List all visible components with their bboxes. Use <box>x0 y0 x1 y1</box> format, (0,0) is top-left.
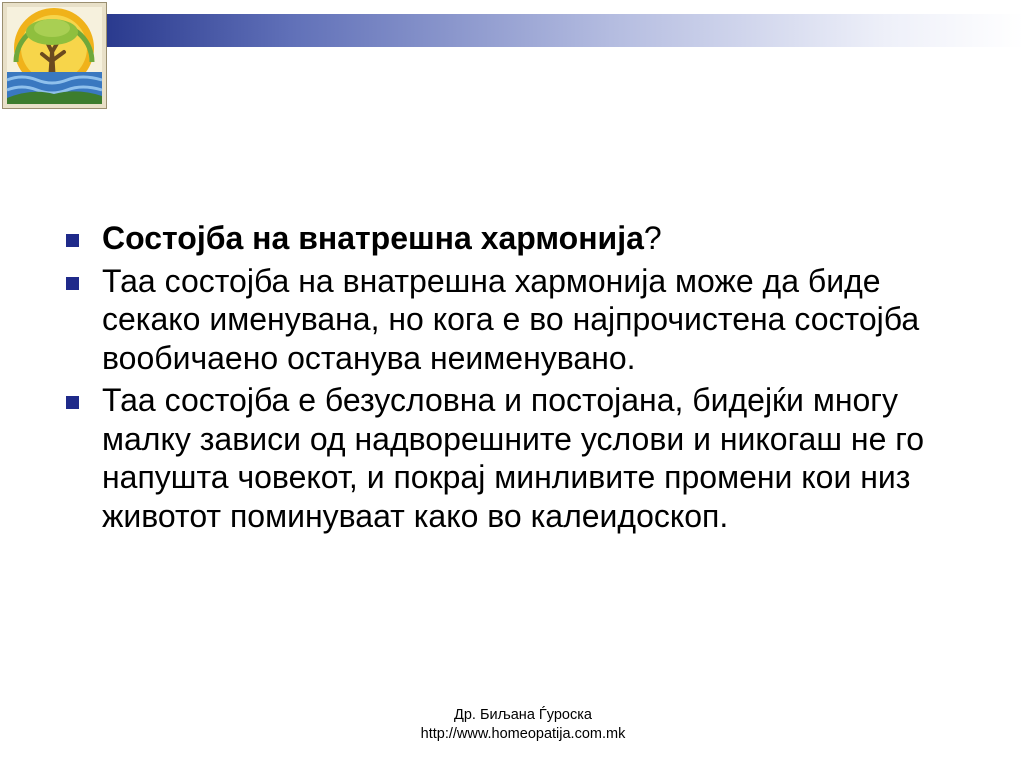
bullet-text: Таа состојба на внатрешна хармонија може да биде секако именувана, но кога е во најпрочистена состојба вообичаено останува неименувано. <box>102 262 920 376</box>
logo <box>2 2 107 109</box>
bullet-item-1 <box>62 219 982 258</box>
square-bullet-icon <box>66 234 79 247</box>
footer-author: Др. Биљана Ѓуроска <box>454 707 592 723</box>
bullet-item-3 <box>62 381 982 535</box>
bullet-list <box>62 219 982 539</box>
square-bullet-icon <box>66 396 79 409</box>
header-gradient-bar <box>107 14 1024 47</box>
square-bullet-icon <box>66 277 79 290</box>
bullet-text: Таа состојба е безусловна и постојана, бидејќи многу малку зависи од надворешните услови и никогаш не го напушта човекот, и покрај минливите промени кои низ животот поминуваат како во калеидоскоп. <box>102 382 925 534</box>
bullet-item-2 <box>62 262 982 378</box>
bullet-heading: Состојба на внатрешна хармонија <box>102 220 644 256</box>
footer <box>0 706 1024 744</box>
tree-sun-water-logo-icon <box>2 2 107 109</box>
footer-url[interactable]: http://www.homeopatija.com.mk <box>420 726 626 742</box>
bullet-heading-suffix: ? <box>643 220 662 256</box>
